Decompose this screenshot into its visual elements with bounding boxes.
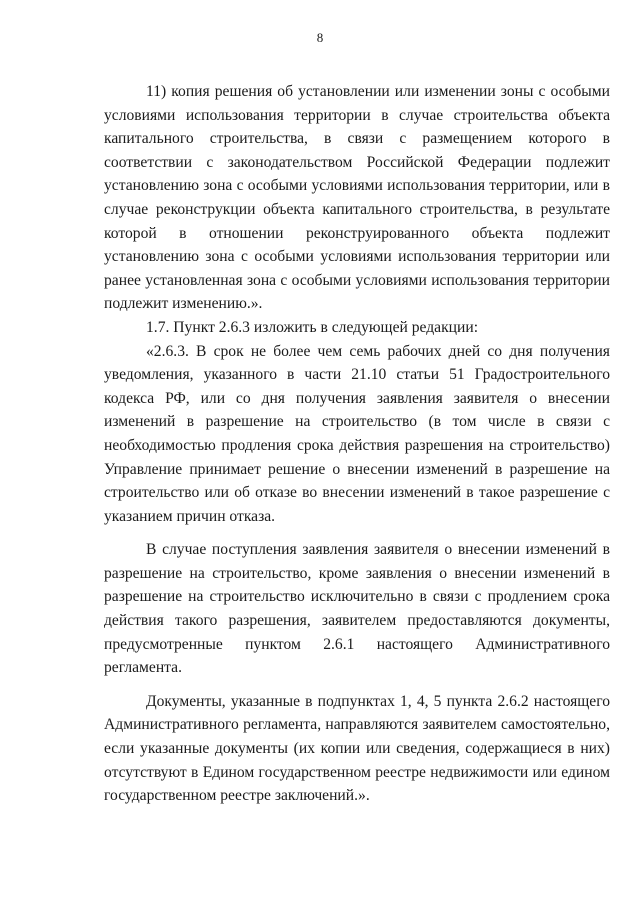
page-number: 8 xyxy=(316,30,324,45)
paragraph-clause-2-6-3: «2.6.3. В срок не более чем семь рабочих дней со дня получения уведомления, указанного в части 21.10 статьи 51 Градостроительного кодекса РФ, или со дня получения заявления заявителя о внесении изменений в разрешение на строительство (в том числе в связи с необходимостью продления срока действия разрешения на строительство) Управление принимает решение о внесении изменений в разрешение на строительство или об отказе во внесении изменений в такое разрешение с указанием причин отказа. xyxy=(104,342,610,525)
paragraph-item-11: 11) копия решения об установлении или изменении зоны с особыми условиями использования территории в случае строительства объекта капитального строительства, в связи с размещением которого в соответствии с законодательством Российской Федерации подлежит установлению зона с особыми условиями использования территории, или в случае реконструкции объекта капитального строительства, в результате которой в отношении реконструированного объекта подлежит установлению зона с особыми условиями использования территории или ранее установленная зона с особыми условиями использования территории подлежит изменению.». xyxy=(104,83,610,313)
paragraph-application-case: В случае поступления заявления заявителя о внесении изменений в разрешение на строительство, кроме заявления о внесении изменений в разрешение на строительство исключительно в связи с продлением срока действия такого разрешения, заявителем предоставляются документы, предусмотренные пунктом 2.6.1 настоящего Административного регламента. xyxy=(104,541,610,677)
document-body xyxy=(104,80,610,808)
paragraph-clause-1-7: 1.7. Пункт 2.6.3 изложить в следующей редакции: xyxy=(146,318,479,336)
paragraph-documents: Документы, указанные в подпунктах 1, 4, 5 пункта 2.6.2 настоящего Административного регламента, направляются заявителем самостоятельно, если указанные документы (их копии или сведения, содержащиеся в них) отсутствуют в Едином государственном реестре недвижимости или едином государственном реестре заключений.». xyxy=(104,692,610,805)
